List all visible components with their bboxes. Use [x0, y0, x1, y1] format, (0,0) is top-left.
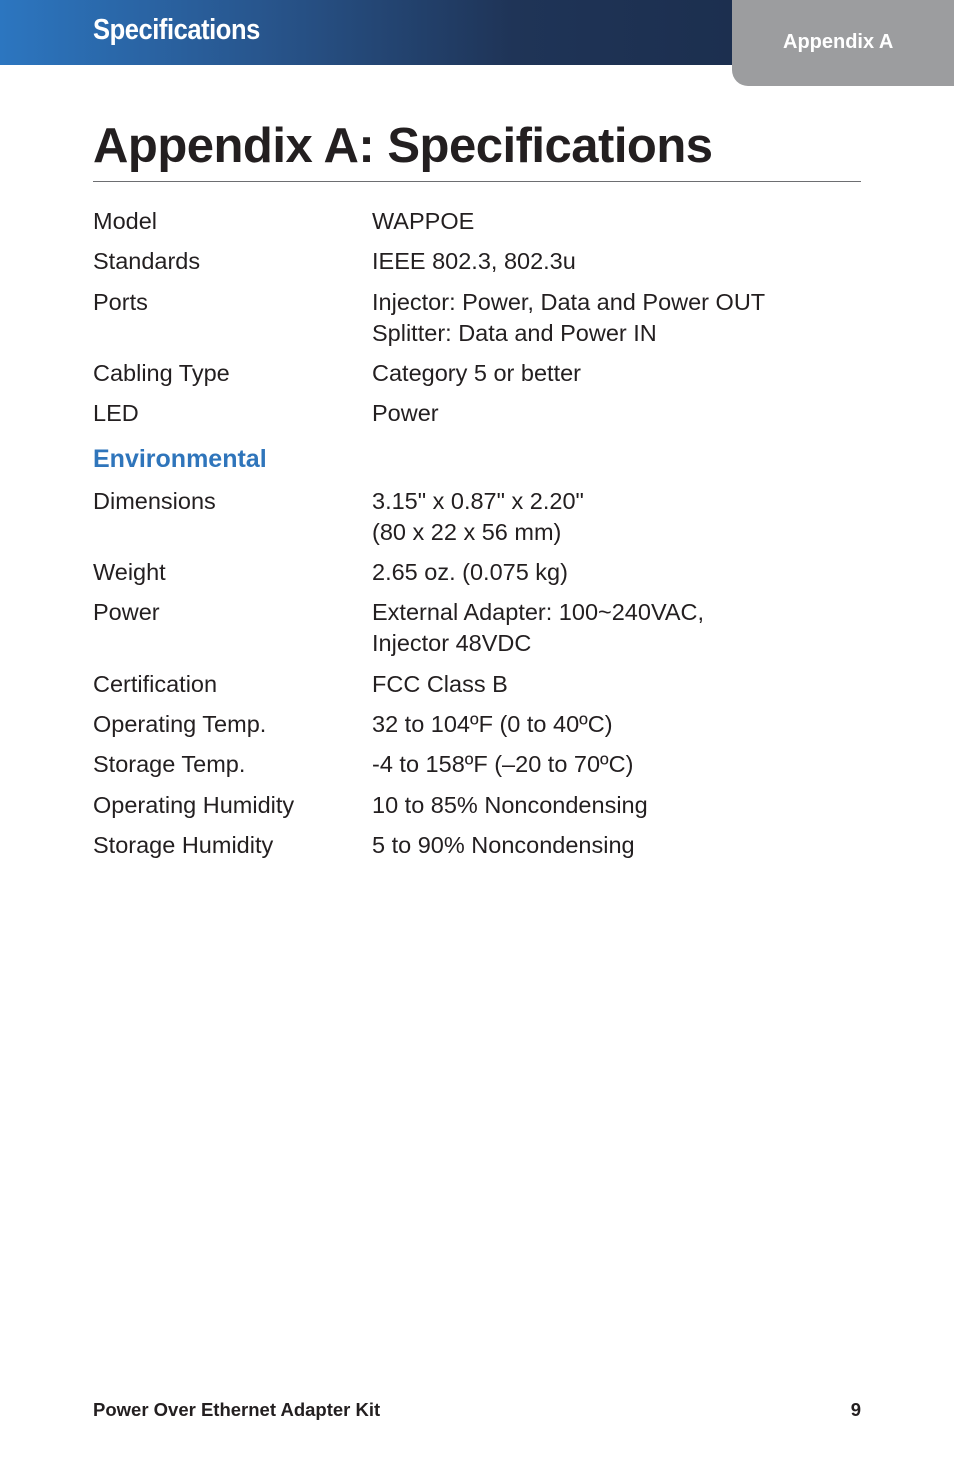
spec-label: Operating Temp. — [93, 711, 267, 737]
spec-label: Standards — [93, 248, 201, 274]
spec-value-line: IEEE 802.3, 802.3u — [372, 248, 576, 274]
spec-value — [372, 246, 576, 277]
spec-value — [372, 749, 633, 780]
spec-label: Storage Humidity — [93, 832, 274, 858]
title-divider — [93, 181, 861, 182]
environmental-heading: Environmental — [93, 445, 267, 473]
page-title: Appendix A: Specifications — [93, 119, 713, 173]
spec-value-line: FCC Class B — [372, 671, 508, 697]
spec-label: Storage Temp. — [93, 751, 246, 777]
spec-value-line: 32 to 104ºF (0 to 40ºC) — [372, 711, 613, 737]
spec-value — [372, 206, 474, 237]
spec-value — [372, 486, 584, 548]
spec-label: Dimensions — [93, 488, 216, 514]
spec-value-line: 3.15" x 0.87" x 2.20" — [372, 488, 584, 514]
spec-label: Operating Humidity — [93, 792, 295, 818]
spec-label: Power — [93, 599, 160, 625]
spec-value-line: Category 5 or better — [372, 360, 581, 386]
spec-label: LED — [93, 400, 139, 426]
spec-value — [372, 709, 613, 740]
spec-value — [372, 669, 508, 700]
spec-value-line: Injector 48VDC — [372, 630, 532, 656]
spec-value — [372, 398, 439, 429]
spec-value — [372, 790, 648, 821]
spec-value-line: 2.65 oz. (0.075 kg) — [372, 559, 568, 585]
spec-value-line: Splitter: Data and Power IN — [372, 320, 657, 346]
spec-value — [372, 597, 704, 659]
appendix-tab-label: Appendix A — [783, 31, 894, 53]
spec-value-line: 10 to 85% Noncondensing — [372, 792, 648, 818]
spec-value-line: Power — [372, 400, 439, 426]
spec-label: Model — [93, 208, 158, 234]
footer-document-title: Power Over Ethernet Adapter Kit — [93, 1399, 381, 1420]
spec-label: Certiﬁcation — [93, 671, 218, 697]
spec-label: Ports — [93, 289, 148, 315]
spec-value — [372, 287, 765, 349]
spec-label: Cabling Type — [93, 360, 230, 386]
spec-value — [372, 830, 635, 861]
spec-value-line: WAPPOE — [372, 208, 475, 234]
spec-label: Weight — [93, 559, 166, 585]
spec-value-line: -4 to 158ºF (–20 to 70ºC) — [372, 751, 634, 777]
footer-page-number: 9 — [850, 1399, 861, 1420]
spec-value — [372, 358, 581, 389]
spec-value-line: (80 x 22 x 56 mm) — [372, 519, 562, 545]
spec-value — [372, 557, 568, 588]
spec-value-line: External Adapter: 100~240VAC, — [372, 599, 705, 625]
spec-value-line: Injector: Power, Data and Power OUT — [372, 289, 766, 315]
spec-value-line: 5 to 90% Noncondensing — [372, 832, 635, 858]
section-title: Specifications — [93, 14, 260, 46]
